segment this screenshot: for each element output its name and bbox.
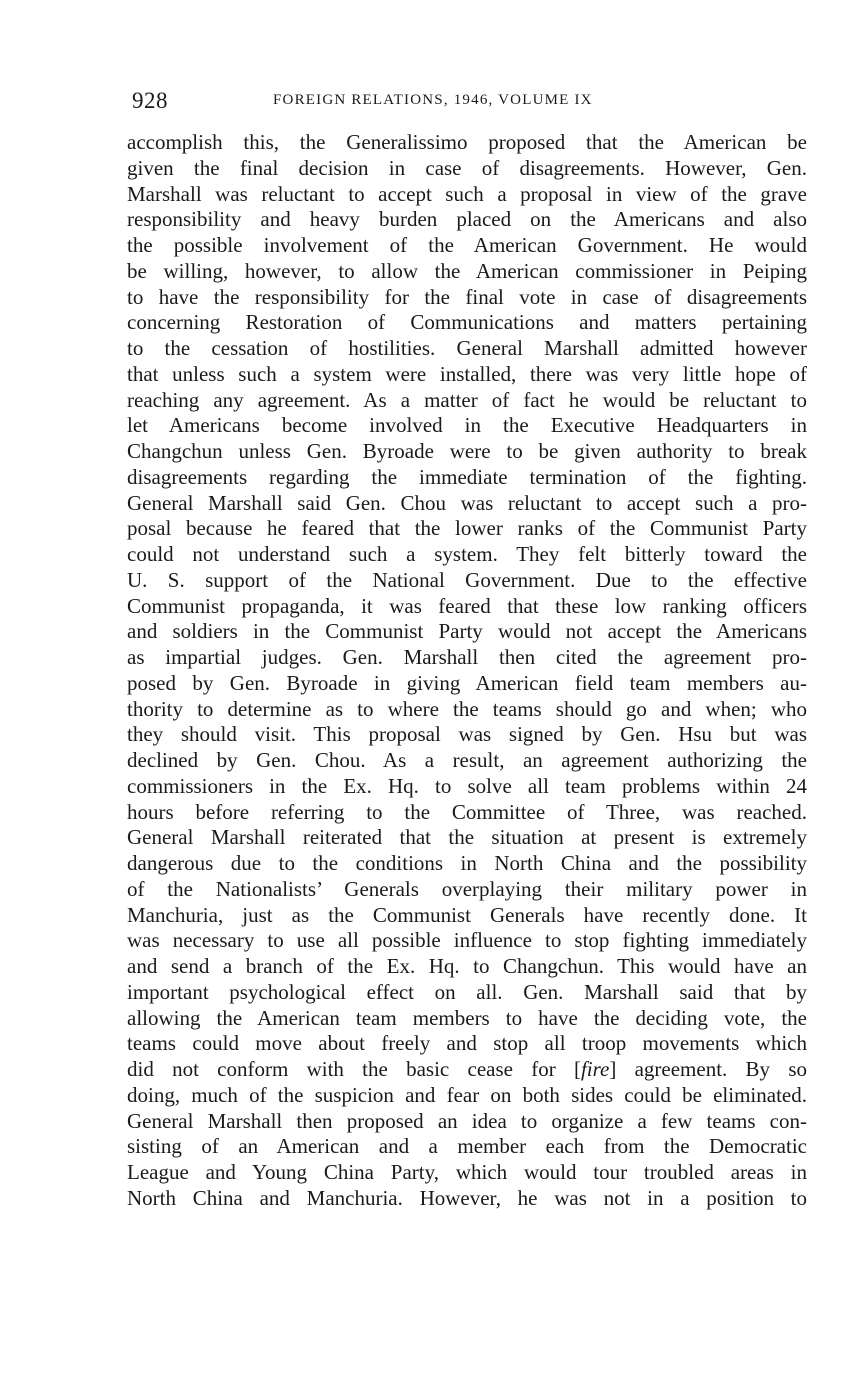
body-text: [127, 130, 807, 1212]
text-line: North China and Manchuria. However, he was not in a position to: [127, 1185, 807, 1210]
text-line: that unless such a system were installed, there was very little hope of: [127, 361, 807, 386]
text-line: General Marshall said Gen. Chou was reluctant to accept such a pro-: [127, 490, 807, 515]
text-line: General Marshall reiterated that the situation at present is extremely: [127, 825, 807, 850]
text-line: commissioners in the Ex. Hq. to solve all team problems within 24: [127, 773, 807, 798]
text-line: Marshall was reluctant to accept such a proposal in view of the grave: [127, 181, 807, 206]
text-line: given the final decision in case of disagreements. However, Gen.: [127, 155, 807, 180]
text-line: sisting of an American and a member each from the Democratic: [127, 1134, 807, 1159]
text-line: to have the responsibility for the final vote in case of disagreements: [127, 284, 807, 309]
text-line: posal because he feared that the lower ranks of the Communist Party: [127, 516, 807, 541]
text-line: did not conform with the basic cease for [fire] agreement. By so: [127, 1057, 807, 1081]
text-line: League and Young China Party, which would tour troubled areas in: [127, 1160, 807, 1184]
text-line: teams could move about freely and stop all troop movements which: [127, 1031, 807, 1056]
text-line: dangerous due to the conditions in North China and the possibility: [127, 851, 807, 875]
text-line: they should visit. This proposal was signed by Gen. Hsu but was: [127, 722, 807, 747]
text-line: Changchun unless Gen. Byroade were to be given authority to break: [127, 439, 807, 463]
text-line: be willing, however, to allow the American commissioner in Peiping: [127, 258, 807, 283]
text-line: thority to determine as to where the teams should go and when; who: [127, 696, 807, 721]
text-line: concerning Restoration of Communications and matters pertaining: [127, 310, 807, 335]
text-line: could not understand such a system. They felt bitterly toward the: [127, 542, 807, 566]
text-line: important psychological effect on all. Gen. Marshall said that by: [127, 979, 807, 1004]
text-line: the possible involvement of the American Government. He would: [127, 233, 807, 257]
text-line: Communist propaganda, it was feared that these low ranking officers: [127, 593, 807, 618]
text-line: posed by Gen. Byroade in giving American field team members au-: [127, 670, 807, 695]
text-line: hours before referring to the Committee of Three, was reached.: [127, 799, 807, 824]
text-line: responsibility and heavy burden placed on the Americans and also: [127, 207, 807, 232]
text-line: to the cessation of hostilities. General Marshall admitted however: [127, 336, 807, 360]
text-line: U. S. support of the National Government. Due to the effective: [127, 567, 807, 592]
text-line: let Americans become involved in the Executive Headquarters in: [127, 413, 807, 438]
text-line: and soldiers in the Communist Party would not accept the Americans: [127, 619, 807, 644]
text-line: accomplish this, the Generalissimo proposed that the American be: [127, 130, 807, 154]
text-line: disagreements regarding the immediate termination of the fighting.: [127, 464, 807, 489]
page-number: 928: [132, 88, 168, 113]
editorial-insertion: fire: [580, 1057, 610, 1081]
text-line: doing, much of the suspicion and fear on both sides could be eliminated.: [127, 1082, 807, 1107]
text-line: Manchuria, just as the Communist Generals have recently done. It: [127, 902, 807, 927]
text-line: General Marshall then proposed an idea to organize a few teams con-: [127, 1108, 807, 1133]
text-line: declined by Gen. Chou. As a result, an agreement authorizing the: [127, 748, 807, 772]
text-line: allowing the American team members to have the deciding vote, the: [127, 1005, 807, 1030]
text-line: was necessary to use all possible influence to stop fighting immediately: [127, 928, 807, 953]
running-head: FOREIGN RELATIONS, 1946, VOLUME IX: [273, 92, 593, 108]
text-line: of the Nationalists’ Generals overplaying their military power in: [127, 876, 807, 901]
text-line: reaching any agreement. As a matter of fact he would be reluctant to: [127, 387, 807, 412]
text-line: as impartial judges. Gen. Marshall then cited the agreement pro-: [127, 645, 807, 669]
page-header: [132, 86, 804, 116]
text-line: and send a branch of the Ex. Hq. to Changchun. This would have an: [127, 954, 807, 978]
